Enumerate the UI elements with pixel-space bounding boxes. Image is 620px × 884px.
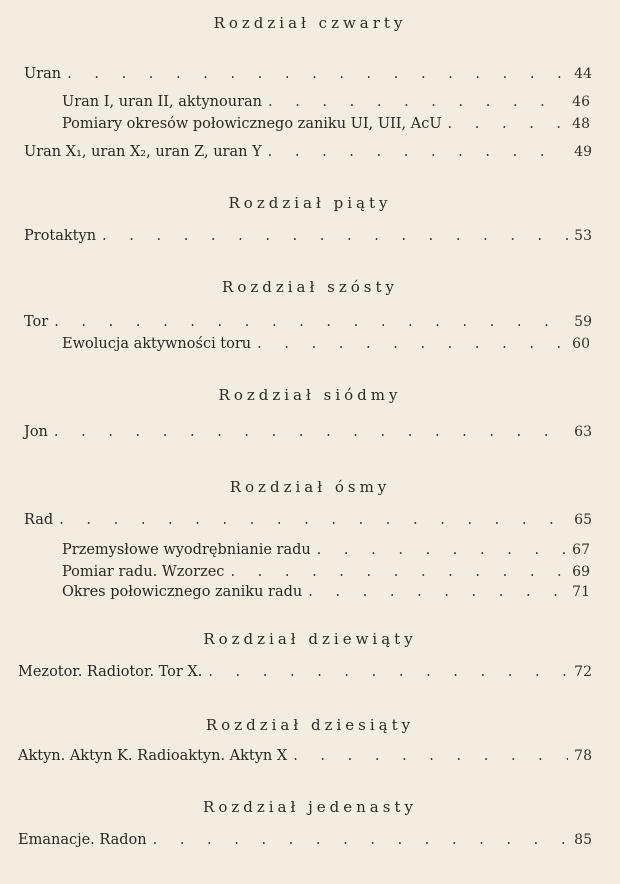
entry-title: Ewolucja aktywności toru [62,336,252,352]
chapter-heading: Rozdział szósty [222,278,398,296]
leader-dots [59,512,568,528]
page-number: 63 [574,424,592,440]
page-number: 65 [574,512,592,528]
entry-title: Pomiary okresów połowicznego zaniku UI, UII, AcU [62,116,442,132]
entry-title: Uran [24,66,62,82]
entry-title: Protaktyn [24,228,97,244]
leader-dots [268,94,566,110]
toc-entry [18,748,592,768]
entry-title: Przemysłowe wyodrębnianie radu [62,542,311,558]
toc-entry [62,336,590,356]
entry-title: Pomiar radu. Wzorzec [62,564,225,580]
page-number: 59 [574,314,592,330]
chapter-heading: Rozdział siódmy [218,386,402,404]
toc-entry [24,424,592,444]
toc-entry [62,584,590,604]
page-number: 67 [572,542,590,558]
page-number: 48 [572,116,590,132]
leader-dots [257,336,566,352]
page-number: 69 [572,564,590,580]
toc-entry [62,564,590,584]
entry-title: Tor [24,314,49,330]
chapter-heading: Rozdział dziesiąty [205,716,415,734]
entry-title: Jon [24,424,48,440]
page-number: 46 [572,94,590,110]
page-number: 71 [572,584,590,600]
toc-entry [24,314,592,334]
leader-dots [208,664,568,680]
toc-entry [18,664,592,684]
toc-entry [24,144,592,164]
chapter-heading: Rozdział czwarty [213,14,407,32]
leader-dots [54,314,568,330]
page-number: 44 [574,66,592,82]
page-number: 78 [574,748,592,764]
leader-dots [102,228,568,244]
entry-title: Aktyn. Aktyn K. Radioaktyn. Aktyn X [18,748,288,764]
toc-entry [24,66,592,86]
leader-dots [67,66,568,82]
toc-entry [24,512,592,532]
leader-dots [153,832,569,848]
page-number: 60 [572,336,590,352]
leader-dots [54,424,568,440]
chapter-heading: Rozdział ósmy [229,478,391,496]
page-number: 53 [574,228,592,244]
entry-title: Uran I, uran II, aktynouran [62,94,262,110]
entry-title: Mezotor. Radiotor. Tor X. [18,664,203,680]
leader-dots [308,584,566,600]
page-number: 85 [574,832,592,848]
entry-title: Rad [24,512,54,528]
leader-dots [293,748,568,764]
leader-dots [268,144,569,160]
entry-title: Uran X₁, uran X₂, uran Z, uran Y [24,144,262,160]
toc-entry [62,116,590,136]
leader-dots [317,542,566,558]
chapter-heading: Rozdział piąty [228,194,392,212]
leader-dots [230,564,566,580]
toc-entry [62,94,590,114]
toc-entry [24,228,592,248]
toc-entry [18,832,592,852]
entry-title: Okres połowicznego zaniku radu [62,584,303,600]
toc-entry [62,542,590,562]
page-number: 49 [574,144,592,160]
chapter-heading: Rozdział jedenasty [203,798,417,816]
entry-title: Emanacje. Radon [18,832,147,848]
chapter-heading: Rozdział dziewiąty [203,630,417,648]
page-number: 72 [574,664,592,680]
leader-dots [448,116,567,132]
